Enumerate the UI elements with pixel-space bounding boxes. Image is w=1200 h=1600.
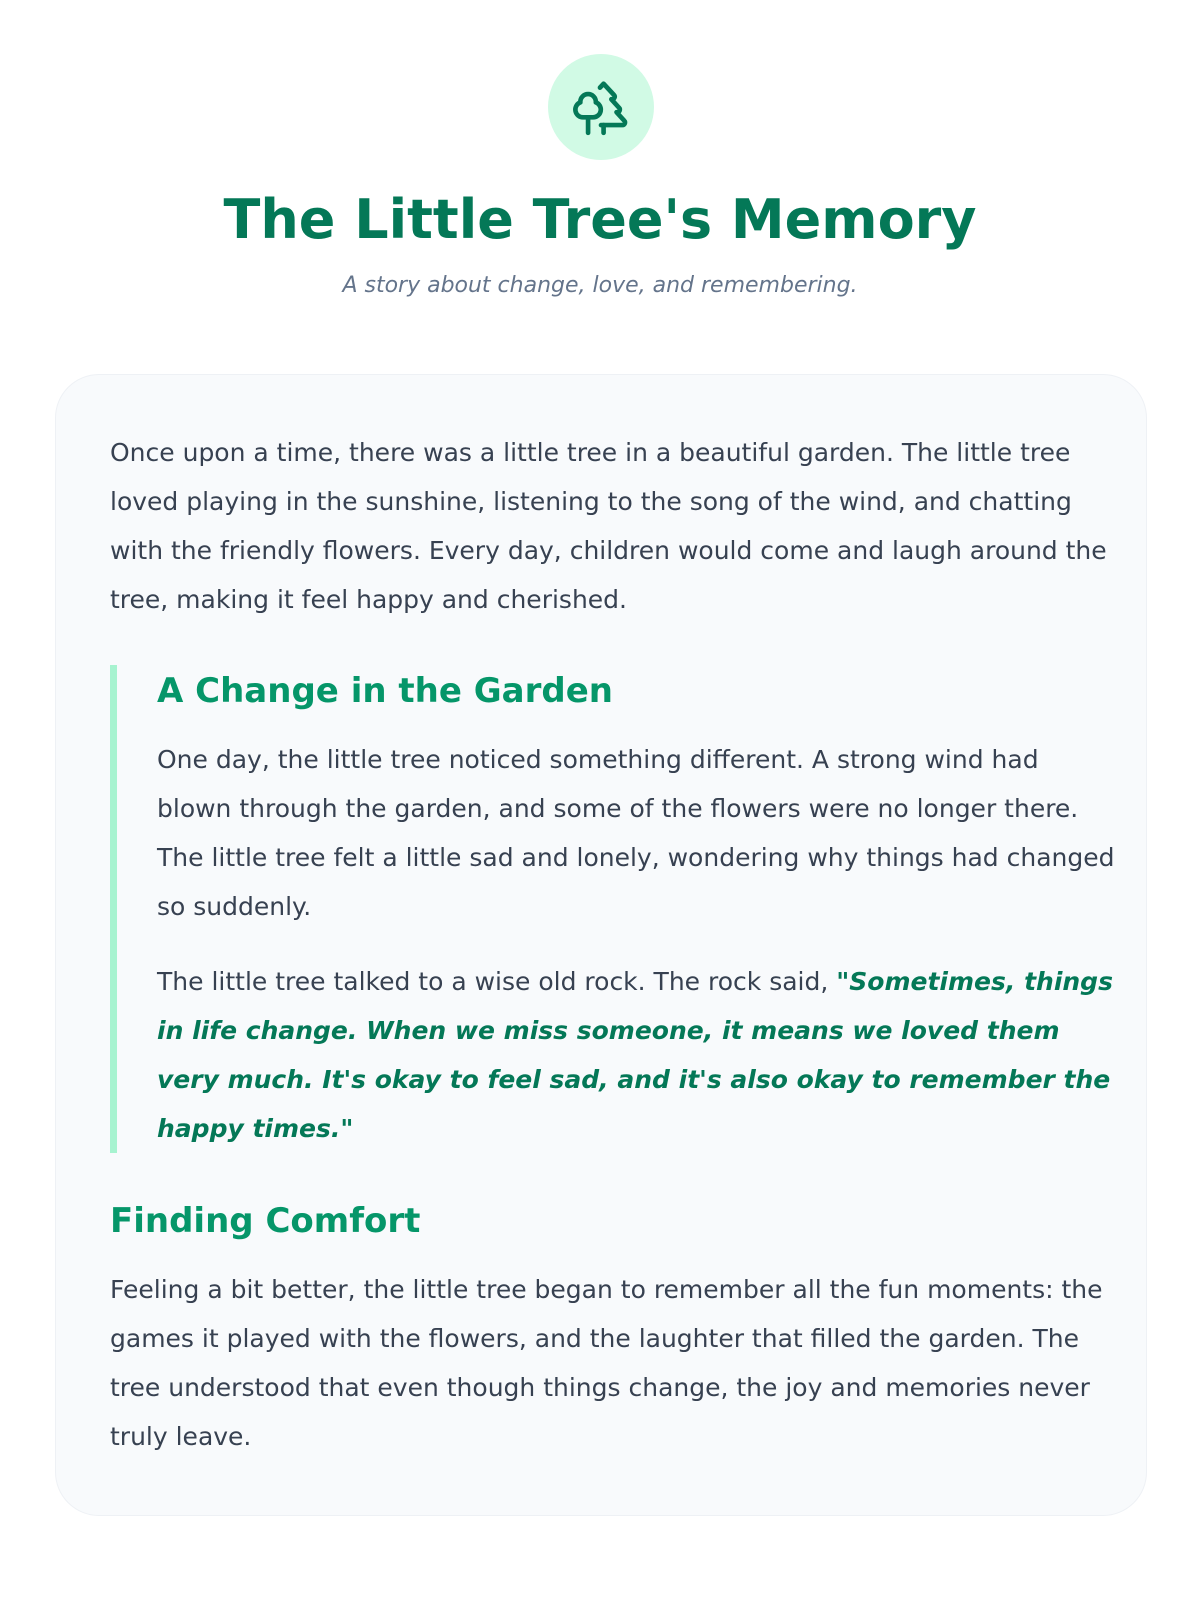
page-subtitle: A story about change, love, and remembering. (342, 273, 858, 298)
rock-paragraph (157, 957, 1117, 1153)
change-section (110, 665, 1115, 1153)
change-paragraph: One day, the little tree noticed something different. A strong wind had blown through the garden, and some of the flowers were no longer there. The little tree felt a little sad and lonely, wondering why things had changed so suddenly. (157, 745, 1115, 921)
tree-icon (570, 76, 632, 138)
section-heading-change: A Change in the Garden (157, 671, 613, 711)
story-card (55, 374, 1147, 1516)
comfort-paragraph: Feeling a bit better, the little tree began to remember all the fun moments: the games it played with the flowers, and the laughter that filled the garden. The tree understood that even though things change, the joy and memories never truly leave. (110, 1275, 1103, 1451)
rock-paragraph-lead: The little tree talked to a wise old rock. The rock said, (157, 967, 837, 996)
page-title: The Little Tree's Memory (223, 188, 977, 251)
intro-paragraph: Once upon a time, there was a little tree in a beautiful garden. The little tree loved playing in the sunshine, listening to the song of the wind, and chatting with the friendly flowers. Every day, children would come and laugh around the tree, making it feel happy and cherished. (110, 438, 1107, 614)
logo-badge (548, 54, 654, 160)
rock-quote: "Sometimes, things in life change. When we miss someone, it means we loved them very much. It's okay to feel sad, and it's also okay to remember the happy times." (157, 967, 1113, 1143)
section-heading-comfort: Finding Comfort (110, 1201, 421, 1241)
